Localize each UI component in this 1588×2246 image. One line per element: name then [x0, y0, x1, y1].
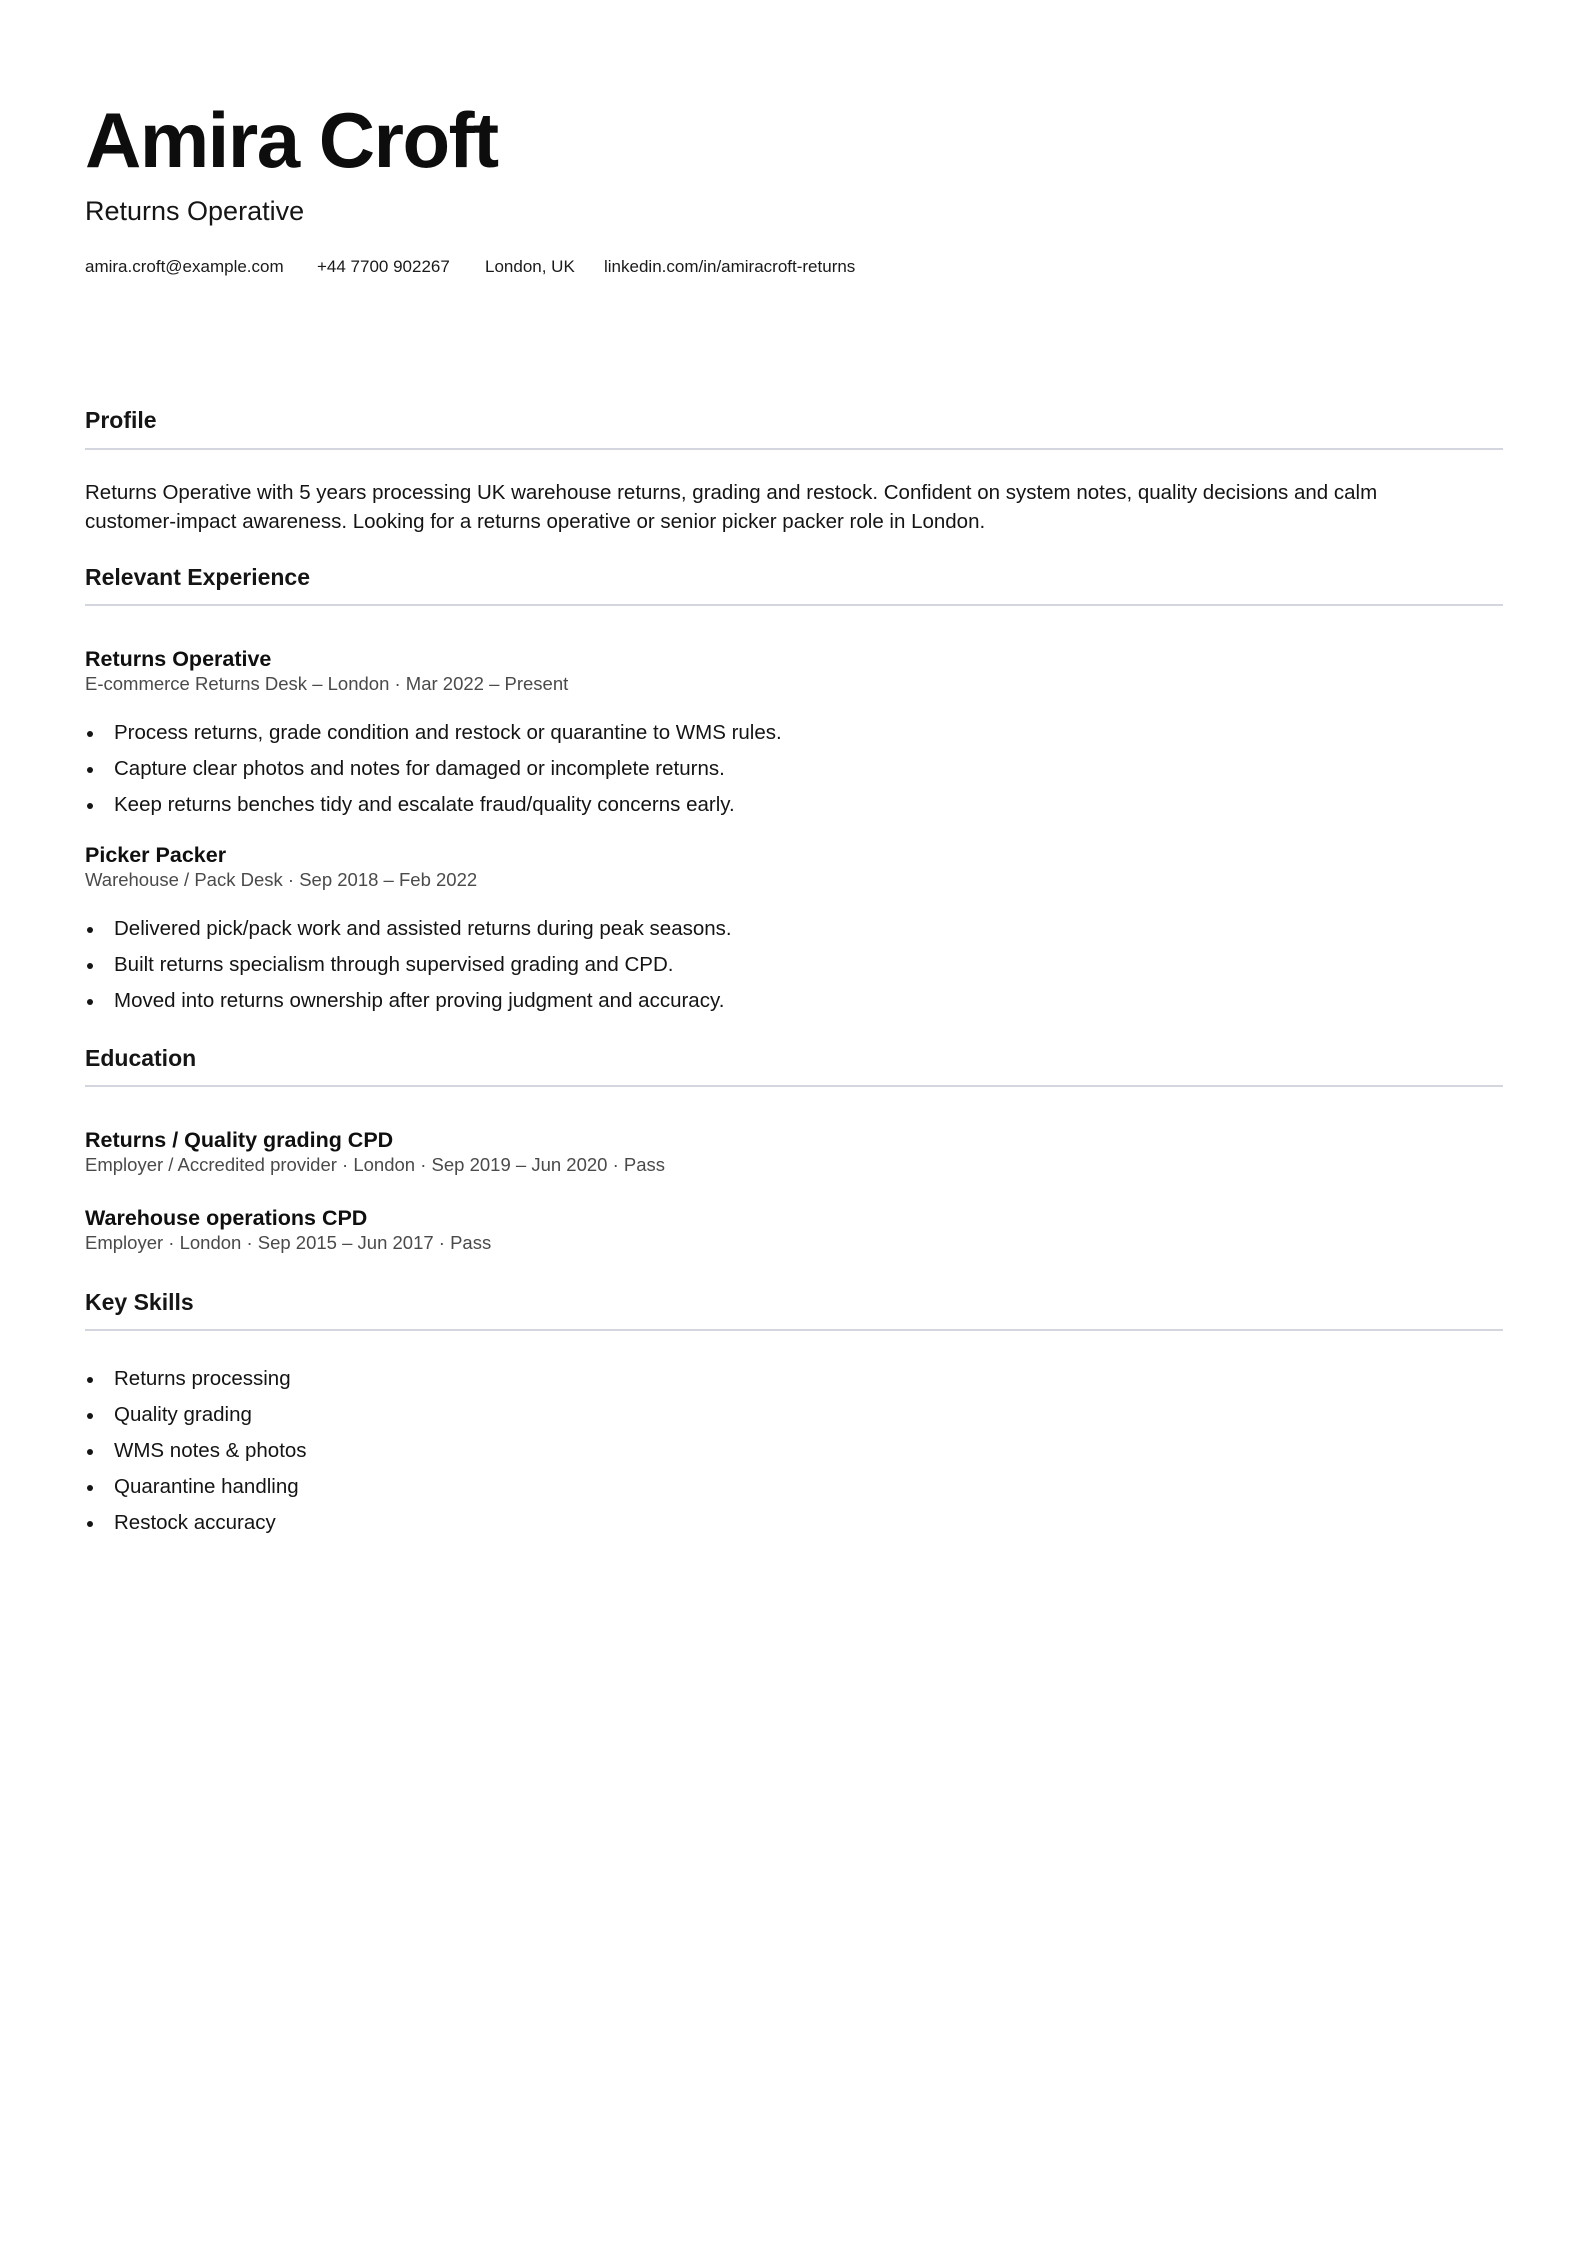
section-title-profile: Profile — [85, 407, 157, 433]
profile-summary-line: customer-impact awareness. Looking for a returns operative or senior picker packer role in London. — [85, 510, 986, 533]
skill-item: WMS notes & photos — [85, 1433, 307, 1469]
contact-location: London, UK — [485, 257, 575, 276]
skill-item: Quality grading — [85, 1397, 307, 1433]
education-meta: Employer / Accredited provider · London · Sep 2019 – Jun 2020 · Pass — [85, 1154, 666, 1175]
contact-email: amira.croft@example.com — [85, 257, 284, 276]
candidate-name: Amira Croft — [85, 96, 498, 184]
section-divider — [85, 1085, 1503, 1087]
section-divider — [85, 1329, 1503, 1331]
profile-summary — [85, 478, 1503, 536]
job-title: Picker Packer — [85, 843, 227, 867]
skill-item: Restock accuracy — [85, 1505, 307, 1541]
education-title: Returns / Quality grading CPD — [85, 1128, 394, 1152]
job-bullet: Process returns, grade condition and restock or quarantine to WMS rules. — [85, 715, 782, 751]
job-meta: E-commerce Returns Desk – London · Mar 2022 – Present — [85, 673, 569, 694]
section-title-education: Education — [85, 1045, 197, 1071]
section-title-skills: Key Skills — [85, 1289, 194, 1315]
job-bullet: Keep returns benches tidy and escalate fraud/quality concerns early. — [85, 787, 782, 823]
job-bullet: Moved into returns ownership after proving judgment and accuracy. — [85, 983, 732, 1019]
education-meta: Employer · London · Sep 2015 – Jun 2017 · Pass — [85, 1232, 492, 1253]
job-bullet: Delivered pick/pack work and assisted returns during peak seasons. — [85, 911, 732, 947]
section-divider — [85, 448, 1503, 450]
contact-phone: +44 7700 902267 — [317, 257, 450, 276]
skills-list — [85, 1361, 307, 1541]
section-title-experience: Relevant Experience — [85, 564, 311, 590]
skill-item: Returns processing — [85, 1361, 307, 1397]
education-title: Warehouse operations CPD — [85, 1206, 368, 1230]
job-bullet: Capture clear photos and notes for damaged or incomplete returns. — [85, 751, 782, 787]
job-bullets — [85, 715, 782, 823]
job-title: Returns Operative — [85, 647, 272, 671]
contact-linkedin: linkedin.com/in/amiracroft-returns — [604, 257, 856, 276]
candidate-role: Returns Operative — [85, 196, 305, 226]
job-meta: Warehouse / Pack Desk · Sep 2018 – Feb 2022 — [85, 869, 478, 890]
section-divider — [85, 604, 1503, 606]
job-bullet: Built returns specialism through supervised grading and CPD. — [85, 947, 732, 983]
job-bullets — [85, 911, 732, 1019]
contact-line — [85, 255, 855, 279]
profile-summary-line: Returns Operative with 5 years processing UK warehouse returns, grading and restock. Confident on system notes, quality decisions and calm — [85, 481, 1378, 504]
skill-item: Quarantine handling — [85, 1469, 307, 1505]
